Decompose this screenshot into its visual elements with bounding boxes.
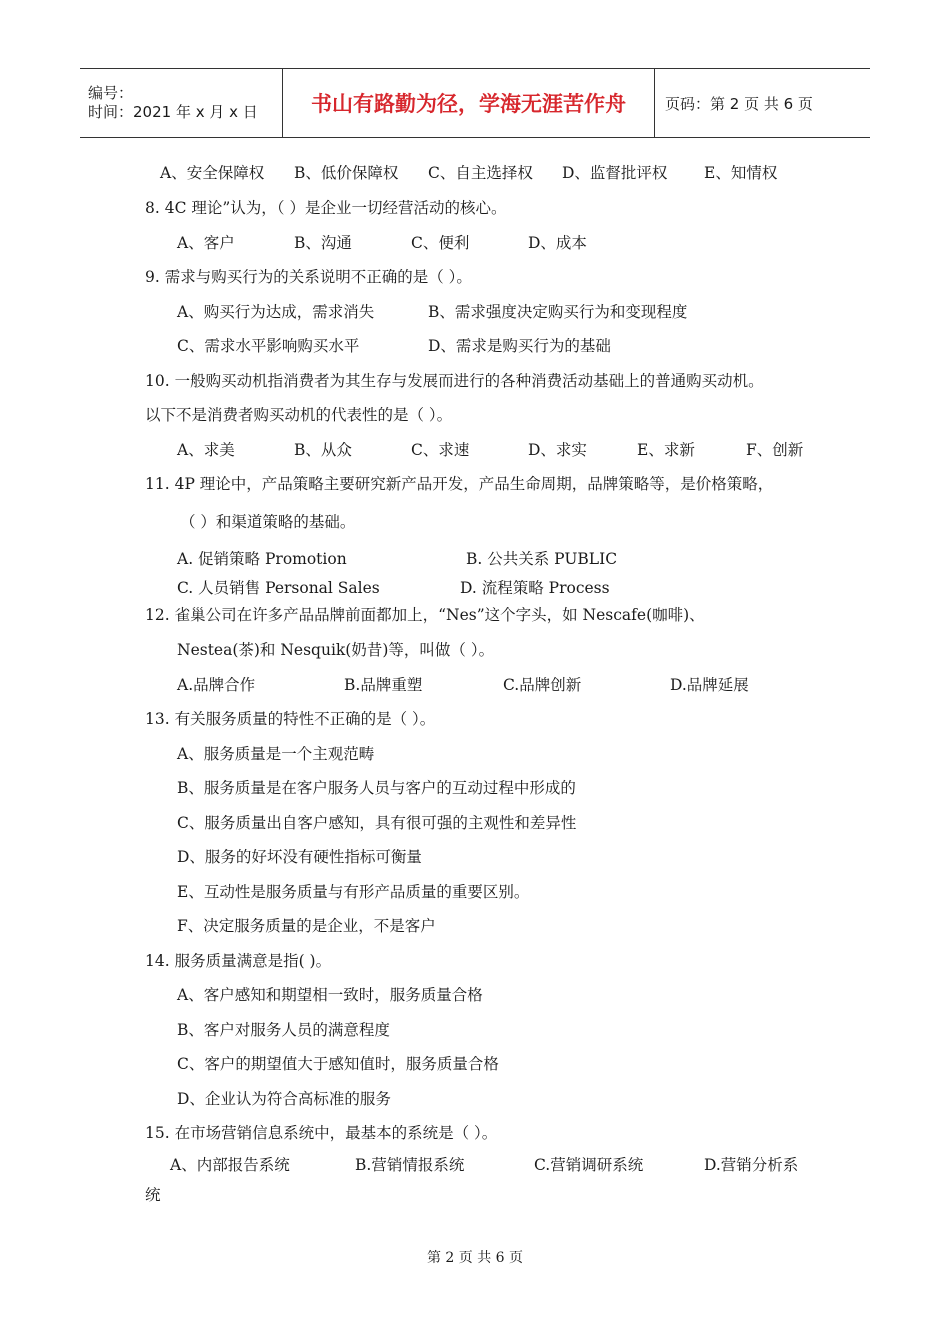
q12-option-d: D.品牌延展 — [670, 676, 749, 694]
q7-option-e: E、知情权 — [704, 164, 778, 182]
q15-option-d-wrap: 统 — [145, 1186, 161, 1204]
q9-option-a: A、购买行为达成，需求消失 — [177, 303, 375, 321]
q10-text-continued: 以下不是消费者购买动机的代表性的是（ ）。 — [145, 406, 453, 424]
q13-option-e: E、互动性是服务质量与有形产品质量的重要区别。 — [177, 883, 530, 901]
q15-option-d: D.营销分析系 — [704, 1156, 799, 1174]
q10-text: 10. 一般购买动机指消费者为其生存与发展而进行的各种消费活动基础上的普通购买动机。 — [145, 372, 764, 390]
q12-text: 12. 雀巢公司在许多产品品牌前面都加上，“Nes”这个字头，如 Nescafe(咖啡)、 — [145, 606, 705, 624]
q7-option-a: A、安全保障权 — [160, 164, 265, 182]
q13-option-b: B、服务质量是在客户服务人员与客户的互动过程中形成的 — [177, 779, 576, 797]
q11-text-continued: （ ）和渠道策略的基础。 — [180, 513, 356, 531]
q14-option-d: D、企业认为符合高标准的服务 — [177, 1090, 391, 1108]
q12-option-b: B.品牌重塑 — [344, 676, 423, 694]
q10-option-d: D、求实 — [528, 441, 587, 459]
page-footer: 第 2 页 共 6 页 — [426, 1250, 524, 1266]
q14-option-c: C、客户的期望值大于感知值时，服务质量合格 — [177, 1055, 499, 1073]
q13-option-c: C、服务质量出自客户感知，具有很可强的主观性和差异性 — [177, 814, 577, 832]
q15-option-b: B.营销情报系统 — [355, 1156, 465, 1174]
q11-option-c: C. 人员销售 Personal Sales — [177, 579, 380, 597]
q11-option-d: D. 流程策略 Process — [460, 579, 610, 597]
q10-option-c: C、求速 — [411, 441, 470, 459]
q9-option-b: B、需求强度决定购买行为和变现程度 — [428, 303, 688, 321]
q8-option-d: D、成本 — [528, 234, 587, 252]
q12-option-c: C.品牌创新 — [503, 676, 582, 694]
q9-text: 9. 需求与购买行为的关系说明不正确的是（ ）。 — [145, 268, 472, 286]
q10-option-a: A、求美 — [177, 441, 235, 459]
q10-option-f: F、创新 — [746, 441, 804, 459]
q13-option-a: A、服务质量是一个主观范畴 — [177, 745, 375, 763]
code-label: 编号： — [88, 84, 134, 102]
q13-text: 13. 有关服务质量的特性不正确的是（ ）。 — [145, 710, 436, 728]
header-meta — [80, 69, 282, 137]
q8-text: 8. 4C 理论”认为，（ ）是企业一切经营活动的核心。 — [145, 199, 507, 217]
q10-option-b: B、从众 — [294, 441, 352, 459]
q11-text: 11. 4P 理论中，产品策略主要研究新产品开发，产品生命周期，品牌策略等，是价格策略， — [145, 475, 774, 493]
q8-option-b: B、沟通 — [294, 234, 352, 252]
q15-option-a: A、内部报告系统 — [170, 1156, 290, 1174]
page-header — [80, 68, 870, 138]
q7-option-d: D、监督批评权 — [562, 164, 668, 182]
q9-option-c: C、需求水平影响购买水平 — [177, 337, 360, 355]
q11-option-b: B. 公共关系 PUBLIC — [466, 550, 618, 568]
q14-text: 14. 服务质量满意是指( )。 — [145, 952, 332, 970]
date-label: 时间：2021 年 x 月 x 日 — [88, 103, 258, 121]
header-motto: 书山有路勤为径，学海无涯苦作舟 — [282, 69, 655, 137]
q7-option-b: B、低价保障权 — [294, 164, 399, 182]
q15-text: 15. 在市场营销信息系统中，最基本的系统是（ ）。 — [145, 1124, 498, 1142]
q12-text-continued: Nestea(茶)和 Nesquik(奶昔)等，叫做（ ）。 — [177, 641, 495, 659]
q12-option-a: A.品牌合作 — [177, 676, 256, 694]
q13-option-f: F、决定服务质量的是企业，不是客户 — [177, 917, 436, 935]
q10-option-e: E、求新 — [637, 441, 695, 459]
q9-option-d: D、需求是购买行为的基础 — [428, 337, 611, 355]
q15-option-c: C.营销调研系统 — [534, 1156, 644, 1174]
q7-option-c: C、自主选择权 — [428, 164, 533, 182]
q8-option-a: A、客户 — [177, 234, 235, 252]
q11-option-a: A. 促销策略 Promotion — [177, 550, 347, 568]
q14-option-a: A、客户感知和期望相一致时，服务质量合格 — [177, 986, 483, 1004]
q8-option-c: C、便利 — [411, 234, 470, 252]
q13-option-d: D、服务的好坏没有硬性指标可衡量 — [177, 848, 422, 866]
header-page-label: 页码：第 2 页 共 6 页 — [665, 94, 813, 113]
q14-option-b: B、客户对服务人员的满意程度 — [177, 1021, 390, 1039]
